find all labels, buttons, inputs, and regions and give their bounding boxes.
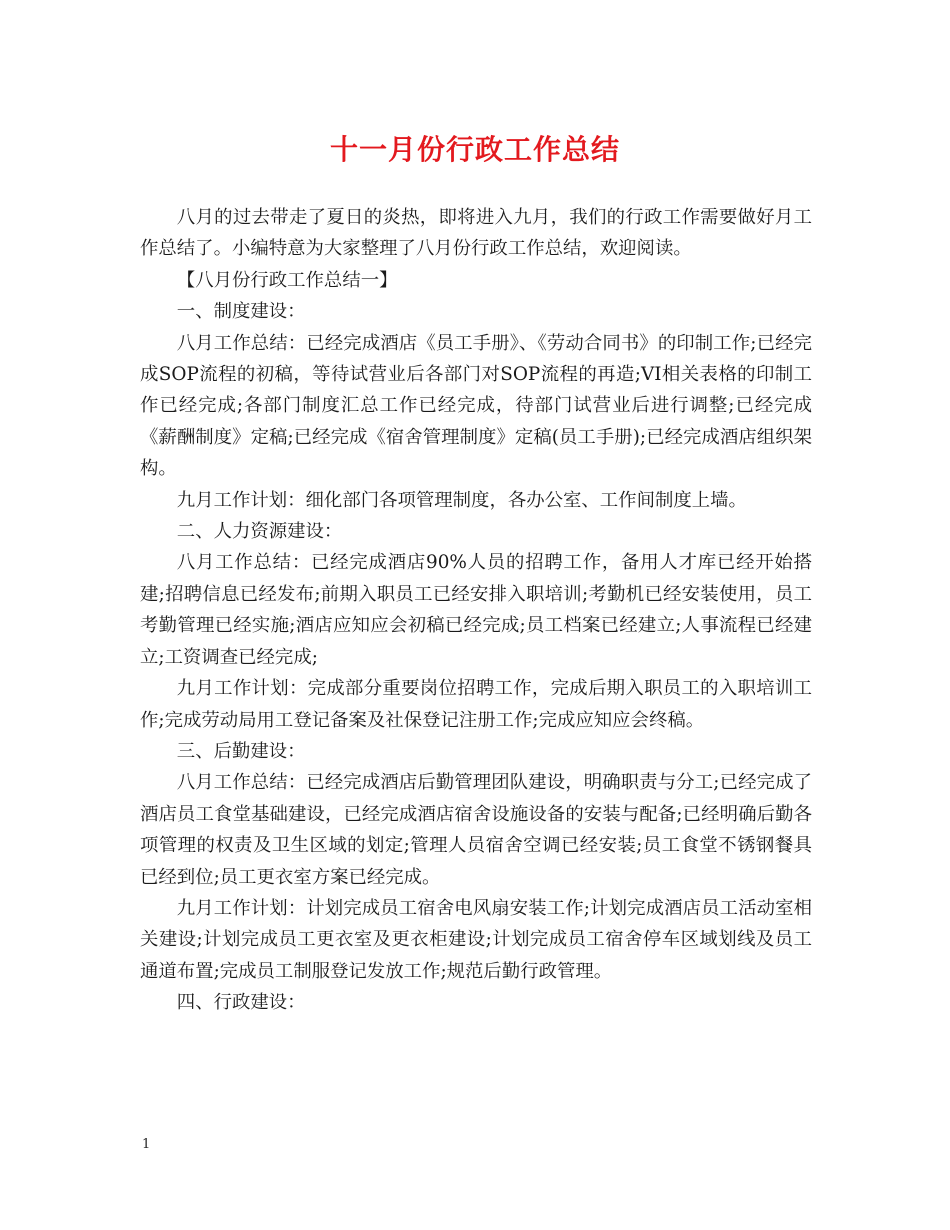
paragraph-system-august-summary: 八月工作总结：已经完成酒店《员工手册》、《劳动合同书》的印制工作;已经完成SOP流程的初稿，等待试营业后各部门对SOP流程的再造;VI相关表格的印制工作已经完成;各部门制度汇总工作已经完成，待部门试营业后进行调整;已经完成《薪酬制度》定稿;已经完成《宿舍管理制度》定稿(员工手册);已经完成酒店组织架构。 [140,332,812,480]
paragraph-logistics-august-summary: 八月工作总结：已经完成酒店后勤管理团队建设，明确职责与分工;已经完成了酒店员工食堂基础建设，已经完成酒店宿舍设施设备的安装与配备;已经明确后勤各项管理的权责及卫生区域的划定;管理人员宿舍空调已经安装;员工食堂不锈钢餐具已经到位;员工更衣室方案已经完成。 [140,772,812,888]
paragraph-intro: 八月的过去带走了夏日的炎热，即将进入九月，我们的行政工作需要做好月工作总结了。小编特意为大家整理了八月份行政工作总结，欢迎阅读。 [140,207,812,260]
section-heading-administration: 四、行政建设： [176,992,306,1014]
paragraph-logistics-september-plan: 九月工作计划：计划完成员工宿舍电风扇安装工作;计划完成酒店员工活动室相关建设;计划完成员工更衣室及更衣柜建设;计划完成员工宿舍停车区域划线及员工通道布置;完成员工制服登记发放工作;规范后勤行政管理。 [140,897,812,982]
document-body [140,202,812,1019]
document-title: 十一月份行政工作总结 [329,133,620,166]
paragraph-hr-august-summary: 八月工作总结：已经完成酒店90%人员的招聘工作，备用人才库已经开始搭建;招聘信息已经发布;前期入职员工已经安排入职培训;考勤机已经安装使用，员工考勤管理已经实施;酒店应知应会初稿已经完成;员工档案已经建立;人事流程已经建立;工资调查已经完成; [140,552,812,668]
section-heading-system: 一、制度建设： [176,301,306,323]
paragraph-hr-september-plan: 九月工作计划：完成部分重要岗位招聘工作，完成后期入职员工的入职培训工作;完成劳动局用工登记备案及社保登记注册工作;完成应知应会终稿。 [140,678,812,731]
page-number: 1 [142,1137,151,1152]
section-heading-hr: 二、人力资源建设： [176,521,343,543]
paragraph-system-september-plan: 九月工作计划：细化部门各项管理制度，各办公室、工作间制度上墙。 [176,489,747,511]
section-heading-logistics: 三、后勤建设： [176,740,306,762]
section-heading-summary-one: 【八月份行政工作总结一】 [176,269,398,291]
